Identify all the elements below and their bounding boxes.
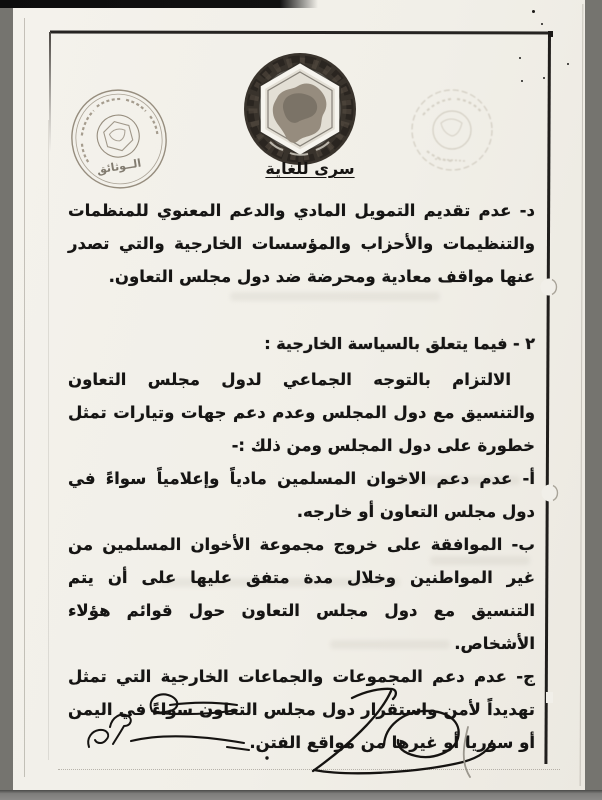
faint-stamp-icon — [405, 85, 500, 180]
frame-left-border — [49, 32, 51, 152]
section-2-intro: الالتزام بالتوجه الجماعي لدول مجلس التعاون والتنسيق مع دول المجلس وعدم دعم جهات وتيارات تمثل خطورة على دول المجلس ومن ذلك :- — [68, 370, 535, 455]
page-fold-line — [24, 18, 25, 777]
document-body — [68, 194, 535, 759]
section-2-item-c: ج- عدم دعم المجموعات والجماعات الخارجية التي تمثل تهديداً لأمن واستقرار دول مجلس التعاون سواءً في اليمن أو سوريا أو غيرها من مواقع الفتن. — [68, 667, 535, 752]
scan-edge-bar-top — [0, 0, 318, 8]
clause-d: د- عدم تقديم التمويل المادي والدعم المعنوي للمنظمات والتنظيمات والأحزاب والمؤسسات الخارجية والتي تصدر عنها مواقف معادية ومحرضة ضد دول مجلس التعاون. — [68, 201, 535, 286]
frame-corner — [548, 31, 553, 37]
frame-left-border-faint — [48, 120, 49, 760]
toner-speck — [543, 77, 545, 79]
toner-speck — [521, 80, 523, 82]
archive-seal-label: الــوثائق — [95, 156, 143, 177]
page-bottom-scan-line — [58, 769, 560, 770]
gcc-emblem-icon — [240, 50, 360, 172]
toner-speck — [532, 10, 535, 13]
toner-speck — [519, 57, 521, 59]
section-2-heading: ٢ - فيما يتعلق بالسياسة الخارجية : — [264, 334, 535, 353]
scan-edge-bar-bottom — [0, 790, 602, 800]
classification-label: سرى للغاية — [265, 159, 355, 178]
section-2-item-a: أ- عدم دعم الاخوان المسلمين مادياً وإعلامياً سواءً في دول مجلس التعاون أو خارجه. — [68, 469, 535, 521]
section-2-item-b: ب- الموافقة على خروج مجموعة الأخوان المسلمين من غير المواطنين وخلال مدة متفق عليها على أن يتم التنسيق مع دول مجلس التعاون حول قوائم هؤلاء الأشخاص. — [68, 535, 535, 653]
toner-speck — [567, 63, 569, 65]
toner-speck — [541, 23, 543, 25]
archive-seal-icon — [62, 82, 177, 197]
